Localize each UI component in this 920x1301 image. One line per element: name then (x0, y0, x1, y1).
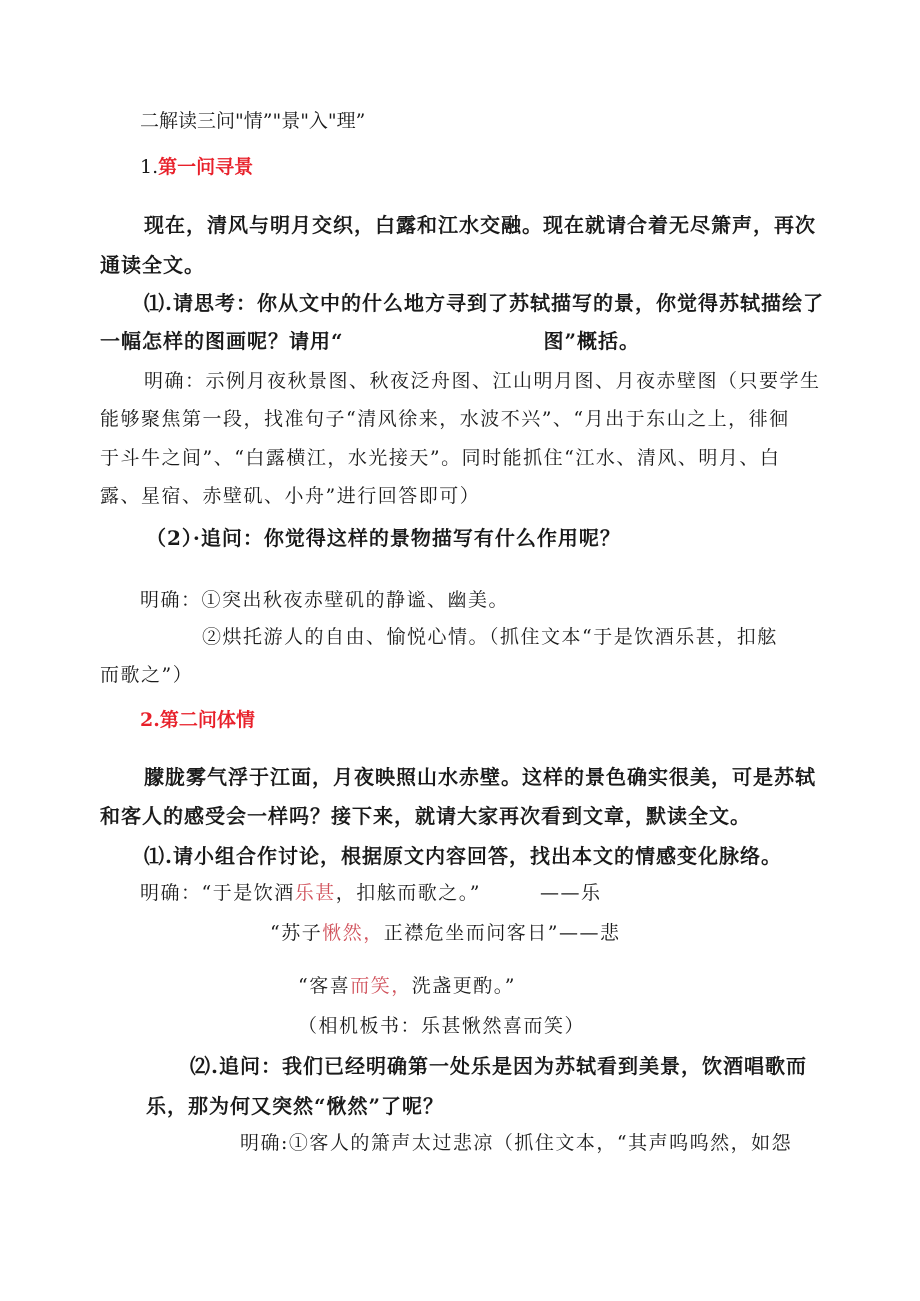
section2-a1 (140, 880, 481, 906)
section2-a3-highlight: 而笑， (350, 975, 412, 997)
section1-number: 1. (140, 156, 159, 178)
section1-a2-line1: 明确：①突出秋夜赤壁矶的静谧、幽美。 (140, 589, 510, 611)
section2-a1-suffix: ，扣舷而歌之。” (335, 882, 481, 904)
section2-a1-tag: ——乐 (540, 882, 602, 904)
section1-a1-line2: 能够聚焦第一段，找准句子“清风徐来，水波不兴”、“月出于东山之上，徘徊 (100, 408, 790, 430)
section2-a2-suffix: 正襟危坐而问客日”——悲 (383, 922, 621, 944)
section1-a2-line3: 而歌之”） (100, 664, 194, 686)
section2-a1-prefix: 明确：“于是饮酒 (140, 882, 295, 904)
section1-a2-line2: ②烘托游人的自由、愉悦心情。（抓住文本“于是饮酒乐甚，扣舷 (202, 626, 778, 648)
section2-a1-highlight: 乐甚 (294, 882, 336, 904)
section1-intro-line2: 通读全文。 (100, 253, 205, 277)
section2-q2-line1: ⑵.追问：我们已经明确第一处乐是因为苏轼看到美景，饮酒唱歌而 (190, 1054, 807, 1078)
section1-intro-line1: 现在，清风与明月交织，白露和江水交融。现在就请合着无尽箫声，再次 (144, 213, 816, 237)
section2-intro-line2: 和客人的感受会一样吗？接下来，就请大家再次看到文章，默读全文。 (100, 804, 751, 828)
section2-a3-suffix: 洗盏更酌。” (411, 975, 516, 997)
section1-q1-line1: ⑴.请思考：你从文中的什么地方寻到了苏轼描写的景，你觉得苏轼描绘了 (144, 291, 824, 315)
section1-q1-line2-end: 图”概括。 (543, 329, 641, 353)
section2-a3 (298, 973, 516, 999)
section2-a3-prefix: “客喜 (298, 975, 351, 997)
section2-a2-prefix: “苏子 (270, 922, 323, 944)
section1-a1-line3: 于斗牛之间”、“白露横江，水光接天”。同时能抓住“江水、清风、明月、白 (100, 447, 781, 469)
section1-a1-line4: 露、星宿、赤壁矶、小舟”进行回答即可） (100, 485, 481, 507)
section2-q2-line2: 乐，那为何又突然“愀然”了呢？ (146, 1094, 445, 1118)
section1-a1-line1: 明确：示例月夜秋景图、秋夜泛舟图、江山明月图、月夜赤壁图（只要学生 (144, 370, 821, 392)
section2-board: （相机板书：乐甚愀然喜而笑） (298, 1015, 586, 1037)
heading: 二解读三问"情”"景"入"理” (140, 110, 366, 132)
section2-q1: ⑴.请小组合作讨论，根据原文内容回答，找出本文的情感变化脉络。 (144, 844, 782, 868)
section1-title-line (140, 154, 253, 180)
section1-q1-line2 (100, 328, 640, 354)
section1-q2: （2）·追问：你觉得这样的景物描写有什么作用呢？ (146, 526, 621, 550)
section2-intro-line1: 朦胧雾气浮于江面，月夜映照山水赤壁。这样的景色确实很美，可是苏轼 (144, 765, 816, 789)
section2-a2 (270, 920, 620, 946)
section1-q1-line2-start: 一幅怎样的图画呢？请用“ (100, 329, 344, 353)
section2-answer-last: 明确:①客人的箫声太过悲凉（抓住文本，“其声呜呜然，如怨 (240, 1132, 793, 1154)
section1-title: 第一问寻景 (158, 156, 254, 178)
section2-a2-highlight: 愀然， (322, 922, 384, 944)
section2-title: 2.第二问体情 (140, 709, 255, 731)
